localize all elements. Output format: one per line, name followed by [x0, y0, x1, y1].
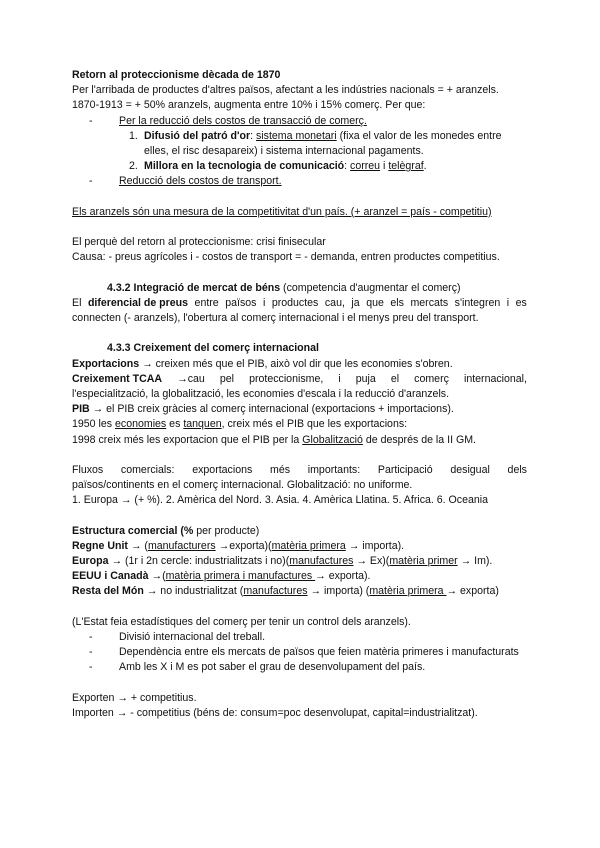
dash-marker: - — [89, 175, 93, 188]
paragraph: 1998 creix més les exportacion que el PIB per la Globalització de després de la II GM. — [72, 433, 476, 446]
paragraph: Exporten → + competitius. — [72, 691, 197, 704]
bullet-item: - Reducció dels costos de transport. — [72, 174, 527, 189]
section-heading-creixement: 4.3.3 Creixement del comerç internacional — [107, 342, 319, 355]
paragraph: l'especialització, la globalització, les economies d'escala i la reducció d'aranzels. — [72, 387, 450, 400]
numbered-item: 2. Millora en la tecnologia de comunicació: correu i telègraf. — [129, 160, 427, 173]
paragraph: Causa: - preus agrícoles i - costos de transport = - demanda, entren productes competitius. — [72, 251, 500, 264]
justified-line: El diferencial de preus entre països i productes cau, ja que els mercats s'integren i es — [72, 296, 527, 309]
paragraph: 1870-1913 = + 50% aranzels, augmenta entre 10% i 15% comerç. Per que: — [72, 99, 426, 112]
dash-marker: - — [89, 114, 93, 127]
note-underlined: Els aranzels són una mesura de la competitivitat d'un país. (+ aranzel = país - competitiu) — [72, 205, 492, 218]
section-title-estructura: Estructura comercial (% per producte) — [72, 524, 260, 537]
region-line-regne-unit: Regne Unit → (manufacturers →exporta)(matèria primera → importa). — [72, 539, 405, 552]
ranking-line: 1. Europa → (+ %). 2. Amèrica del Nord. 3. Asia. 4. Amèrica Llatina. 5. Africa. 6. Oceania — [72, 494, 489, 507]
document-page — [72, 68, 527, 721]
region-line-resta-mon: Resta del Món → no industrialitzat (manufactures → importa) (matèria primera → exporta) — [72, 585, 499, 598]
justified-line: Creixement TCAA →cau pel proteccionisme, i puja el comerç internacional, — [72, 372, 527, 385]
paragraph: països/continents en el comerç internacional. Globalització: no uniforme. — [72, 479, 413, 492]
dash-marker: - — [89, 661, 93, 674]
paragraph: Exportacions → creixen més que el PIB, això vol dir que les economies s'obren. — [72, 357, 453, 370]
section-heading-integracio: 4.3.2 Integració de mercat de béns (competencia d'augmentar el comerç) — [107, 281, 461, 294]
paragraph: PIB → el PIB creix gràcies al comerç internacional (exportacions + importacions). — [72, 403, 454, 416]
region-line-europa: Europa → (1r i 2n cercle: industrialitzats i no)(manufactures → Ex)(matèria primer → Im). — [72, 555, 493, 567]
bullet-item: - Dependència entre els mercats de països que feien matèria primeres i manufacturats — [72, 645, 527, 660]
paragraph: Per l'arribada de productes d'altres països, afectant a les indústries nacionals = + aranzels. — [72, 84, 499, 97]
section-title-proteccionisme: Retorn al proteccionisme dècada de 1870 — [72, 69, 281, 81]
region-line-eeuu-canada: EEUU i Canadà →(matèria primera i manufactures → exporta). — [72, 570, 371, 583]
paragraph: El perquè del retorn al proteccionisme: crisi finisecular — [72, 236, 326, 249]
paragraph: 1950 les economies es tanquen, creix més el PIB que les exportacions: — [72, 418, 408, 431]
bullet-item: - Per la reducció dels costos de transacció de comerç. — [72, 114, 527, 129]
numbered-item-continuation: elles, el risc desapareix) i sistema internacional pagaments. — [144, 144, 424, 157]
bullet-item: - Divisió internacional del treball. — [72, 630, 527, 645]
dash-marker: - — [89, 630, 93, 643]
paragraph: connecten (- aranzels), l'obertura al comerç internacional i el menys preu del transport. — [72, 312, 479, 324]
justified-line: Fluxos comercials: exportacions més importants: Participació desigual dels — [72, 463, 527, 476]
bullet-item: - Amb les X i M es pot saber el grau de desenvolupament del país. — [72, 660, 527, 675]
paragraph: (L'Estat feia estadístiques del comerç per tenir un control dels aranzels). — [72, 615, 411, 628]
dash-marker: - — [89, 646, 93, 659]
paragraph: Importen → - competitius (béns de: consum=poc desenvolupat, capital=industrialitzat). — [72, 706, 478, 719]
numbered-item: 1. Difusió del patró d'or: sistema monetari (fixa el valor de les monedes entre — [129, 129, 502, 142]
